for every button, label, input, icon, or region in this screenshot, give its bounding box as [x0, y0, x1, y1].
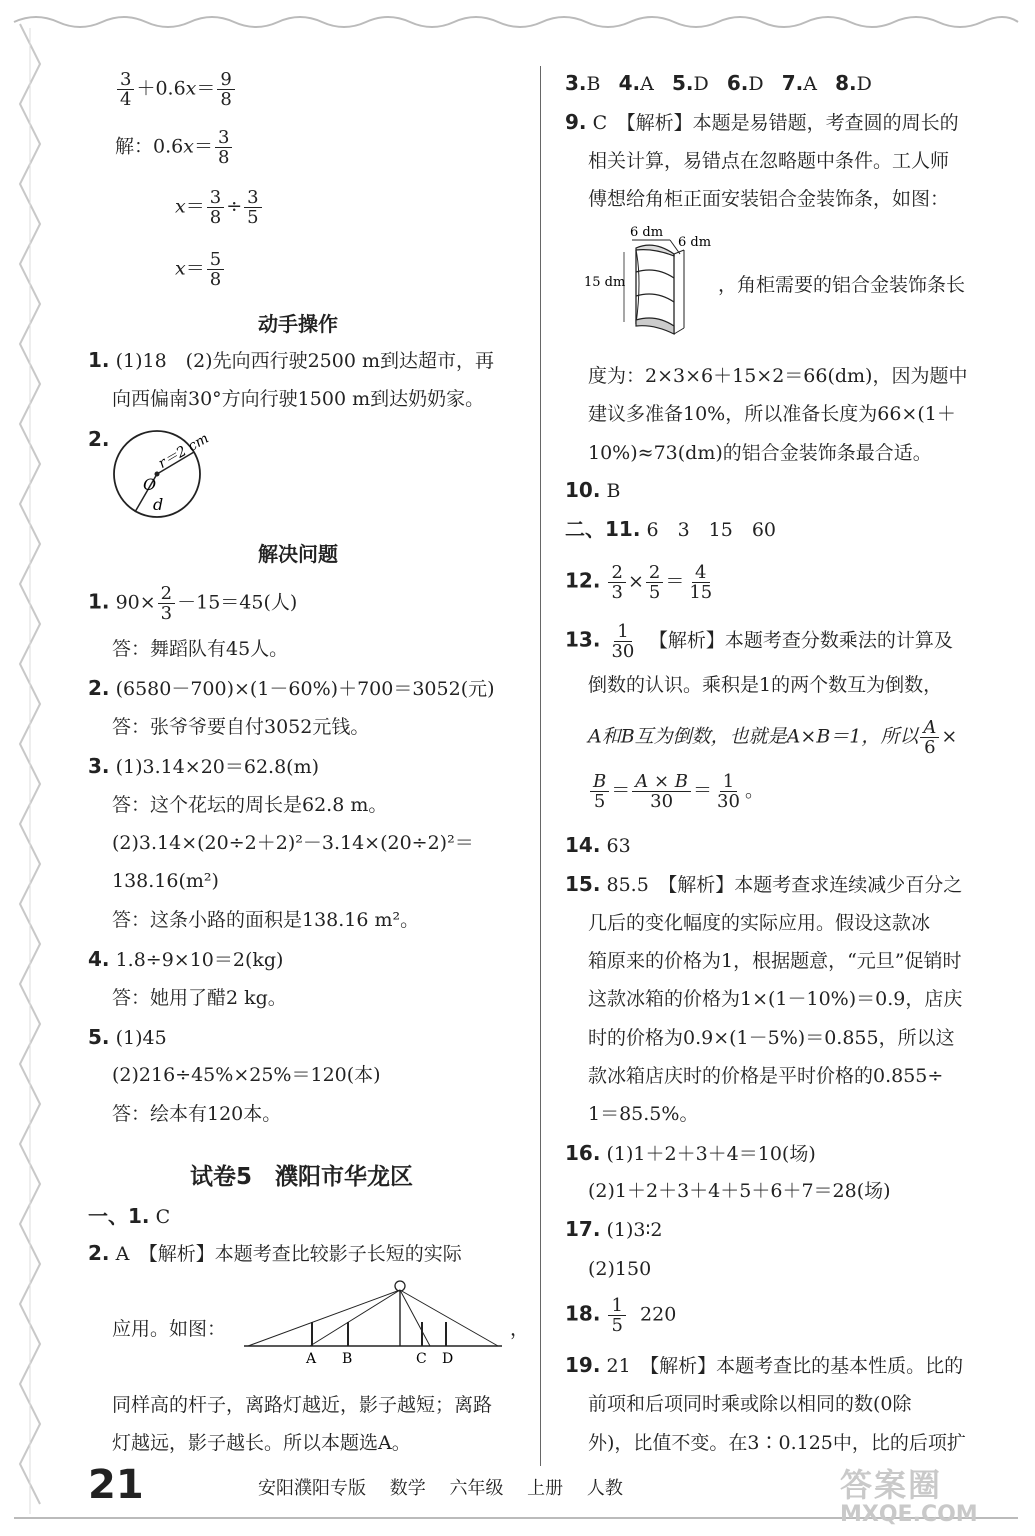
- q10-line: 10. B: [565, 478, 621, 502]
- op1-line-2: 向西偏南30°方向行驶1500 m到达奶奶家。: [112, 388, 485, 410]
- q17-line-1: 17. (1)3∶2: [565, 1217, 663, 1241]
- p4-line: 4. 1.8÷9×10＝2(kg): [88, 947, 284, 971]
- cabinet-bottom: [636, 318, 674, 334]
- footer-text: 安阳濮阳专版 数学 六年级 上册 人教: [258, 1478, 623, 1499]
- q9-line-4: ，角柜需要的铝合金装饰条长: [718, 274, 966, 296]
- q13-line-1: 13. $\frac{1}{30}$ 【解析】本题考查分数乘法的计算及: [565, 621, 953, 662]
- p5-line-1: 5. (1)45: [88, 1025, 167, 1049]
- q19-line-2: 前项和后项同时乘或除以相同的数(0除: [588, 1393, 912, 1415]
- p5-answer: 答：绘本有120本。: [112, 1103, 282, 1125]
- q9-line-7: 10%)≈73(dm)的铝合金装饰条最合适。: [588, 442, 932, 464]
- q19-line-3: 外)，比值不变。在3∶0.125中，比的后项扩: [588, 1432, 966, 1454]
- p5-line-2: (2)216÷45%×25%＝120(本): [112, 1064, 381, 1086]
- center-label: O: [143, 475, 157, 494]
- cabinet-shelf-1: [636, 270, 674, 278]
- p3-answer-2: 答：这条小路的面积是138.16 m²。: [112, 909, 420, 931]
- q17-line-2: (2)150: [588, 1258, 652, 1280]
- shadow-label-b: B: [342, 1351, 353, 1367]
- watermark-url: MXQE.COM: [840, 1502, 978, 1527]
- watermark-logo-text: 答案圈: [840, 1466, 943, 1504]
- watermark: [840, 1460, 978, 1527]
- s1-line: 一、1. C: [88, 1204, 171, 1228]
- op1-line-1: 1. (1)18 (2)先向西行驶2500 m到达超市，再: [88, 348, 494, 372]
- q14-line: 14. 63: [565, 833, 631, 857]
- q16-line-1: 16. (1)1＋2＋3＋4＝10(场): [565, 1141, 816, 1165]
- section-title-problems: 解决问题: [258, 542, 338, 566]
- q15-line-3: 箱原来的价格为1，根据题意，“元旦”促销时: [588, 950, 962, 972]
- p1-line: 1. 90× $\frac{2}{3}$ －15＝45(人): [88, 583, 298, 624]
- eq-line-1: $\frac{3}{4}$ ＋0.6x＝ $\frac{9}{8}$: [115, 70, 237, 109]
- cabinet-shelf-2: [636, 294, 674, 302]
- q12-line: 12. $\frac{2}{3}$ × $\frac{2}{5}$ ＝ $\frac{4}{15}$: [565, 562, 713, 603]
- s2-line-2b: ，: [510, 1318, 530, 1340]
- p1-answer: 答：舞蹈队有45人。: [112, 638, 289, 660]
- q9-line-6: 建议多准备10%，所以准备长度为66×(1＋: [588, 403, 956, 425]
- s2-line-1: 2. A 【解析】本题考查比较影子长短的实际: [88, 1241, 462, 1265]
- q9-line-1: 9. C 【解析】本题是易错题，考查圆的周长的: [565, 110, 959, 134]
- q9-line-2: 相关计算，易错点在忽略题中条件。工人师: [588, 150, 950, 172]
- p2-line: 2. (6580－700)×(1－60%)＋700＝3052(元): [88, 676, 495, 700]
- cabinet-top: [636, 245, 674, 256]
- column-divider: [540, 66, 541, 1466]
- cabinet-height-label: 15 dm: [584, 275, 626, 290]
- q11-line: 二、11. 6 3 15 60: [565, 517, 777, 541]
- cabinet-width-label-2: 6 dm: [678, 235, 712, 250]
- circle-figure: [105, 422, 235, 522]
- p3-line-3: 138.16(m²): [112, 870, 219, 892]
- lamp-head: [395, 1281, 405, 1291]
- corner-cabinet-figure: [584, 220, 719, 345]
- s2-line-3: 同样高的杆子，离路灯越近，影子越短；离路: [112, 1394, 493, 1416]
- q18-line: 18. $\frac{1}{5}$ 220: [565, 1295, 677, 1336]
- q15-line-4: 这款冰箱的价格为1×(1－10%)＝0.9，店庆: [588, 988, 963, 1010]
- op2-label: 2.: [88, 427, 110, 451]
- diameter-label: d: [153, 495, 164, 514]
- q13-line-3: A和B互为倒数，也就是A×B＝1，所以 $\frac{A}{6}$ ×: [588, 717, 958, 758]
- cabinet-width-label-1: 6 dm: [630, 225, 664, 240]
- eq-line-4: x＝ $\frac{5}{8}$: [175, 250, 226, 289]
- p2-answer: 答：张爷爷要自付3052元钱。: [112, 716, 370, 738]
- shadow-label-a: A: [306, 1351, 317, 1367]
- p4-answer: 答：她用了醋2 kg。: [112, 987, 287, 1009]
- q15-line-1: 15. 85.5 【解析】本题考查求连续减少百分之: [565, 872, 963, 896]
- q15-line-6: 款冰箱店庆时的价格是平时价格的0.855÷: [588, 1065, 944, 1087]
- s2-line-2a: 应用。如图：: [112, 1318, 227, 1340]
- shadow-label-c: C: [416, 1351, 427, 1367]
- q13-line-2: 倒数的认识。乘积是1的两个数互为倒数，: [588, 674, 943, 696]
- r1-answers: 3.B 4.A 5.D 6.D 7.A 8.D: [565, 71, 872, 95]
- p3-line-1: 3. (1)3.14×20＝62.8(m): [88, 754, 320, 778]
- q15-line-7: 1＝85.5%。: [588, 1103, 699, 1125]
- q13-line-4: $\frac{B}{5}$ ＝ $\frac{A \times B}{30}$ ＝ $\frac{1}{30}$ 。: [588, 772, 764, 811]
- s2-line-4: 灯越远，影子越长。所以本题选A。: [112, 1432, 411, 1454]
- exam-title: 试卷5 濮阳市华龙区: [190, 1164, 414, 1190]
- eq-line-2: 解：0.6x＝ $\frac{3}{8}$: [115, 128, 234, 167]
- q9-line-3: 傅想给角柜正面安装铝合金装饰条，如图：: [588, 188, 950, 210]
- q9-line-5: 度为：2×3×6＋15×2＝66(dm)，因为题中: [588, 365, 968, 387]
- radius-label: r＝2 cm: [155, 430, 212, 472]
- q19-line-1: 19. 21 【解析】本题考查比的基本性质。比的: [565, 1353, 964, 1377]
- shadow-label-d: D: [442, 1351, 454, 1367]
- q15-line-5: 时的价格为0.9×(1－5%)＝0.855，所以这: [588, 1027, 955, 1049]
- section-title-operations: 动手操作: [258, 312, 338, 336]
- q15-line-2: 几后的变化幅度的实际应用。假设这款冰: [588, 912, 931, 934]
- page-number: 21: [88, 1462, 144, 1508]
- q16-line-2: (2)1＋2＋3＋4＋5＋6＋7＝28(场): [588, 1180, 891, 1202]
- p3-answer-1: 答：这个花坛的周长是62.8 m。: [112, 794, 388, 816]
- eq-line-3: x＝ $\frac{3}{8}$ ÷ $\frac{3}{5}$: [175, 188, 264, 227]
- streetlight-shadow-figure: [240, 1278, 510, 1370]
- p3-line-2: (2)3.14×(20÷2＋2)²－3.14×(20÷2)²＝: [112, 832, 474, 854]
